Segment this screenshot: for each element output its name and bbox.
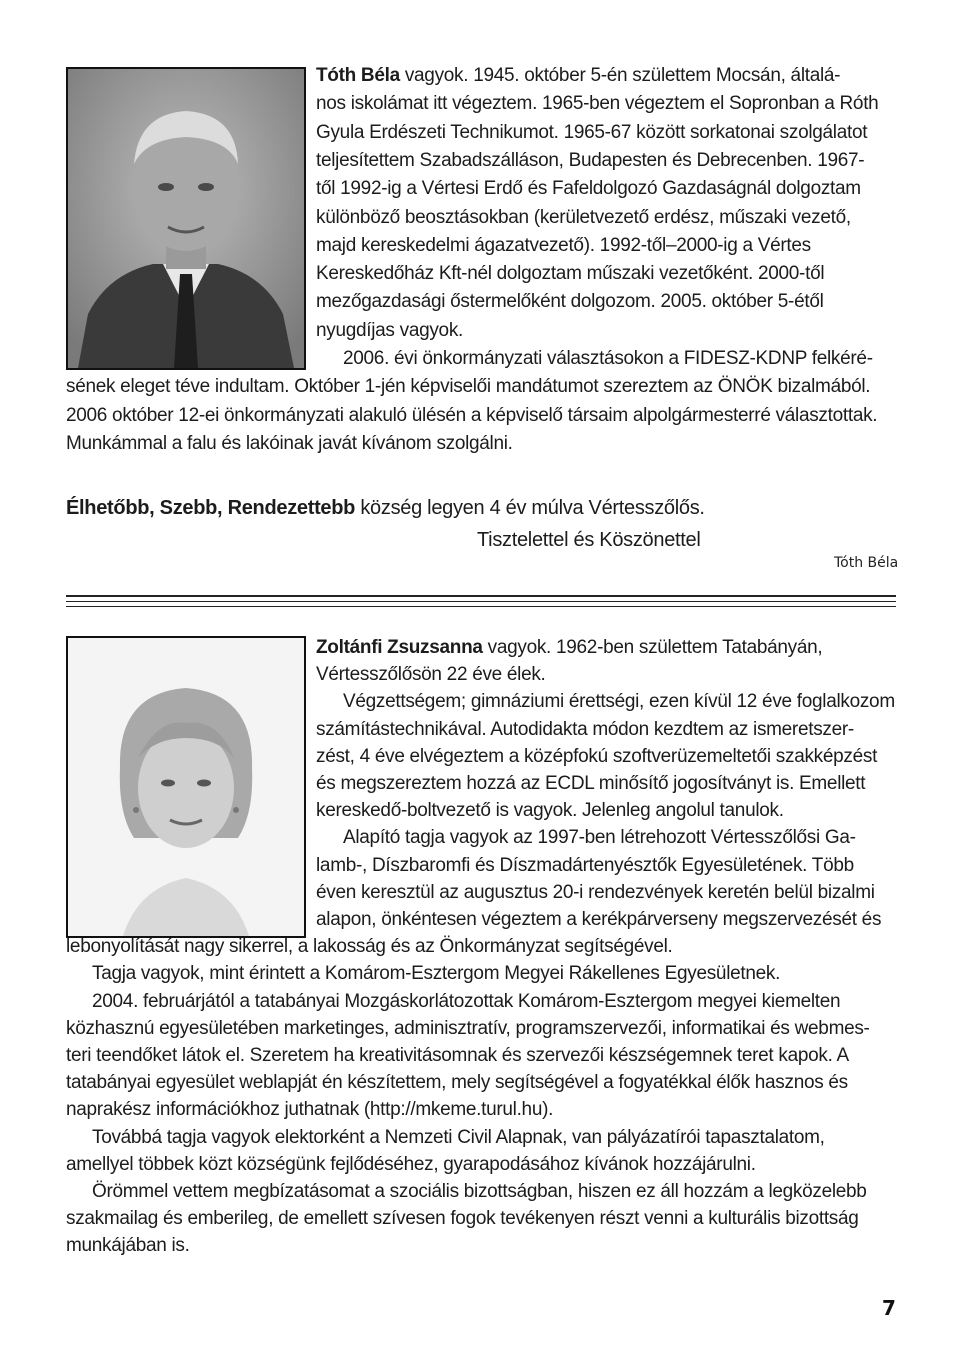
person-name: Zoltánfi Zsuzsanna — [316, 637, 483, 658]
divider-rule — [66, 595, 896, 597]
text-line: Zoltánfi Zsuzsanna vagyok. 1962-ben születtem Tatabányán, — [316, 637, 823, 658]
text-line: Kereskedőház Kft-nél dolgoztam műszaki vezetőként. 2000-től — [316, 263, 825, 285]
text-line: Vértesszőlősön 22 éve élek. — [316, 664, 546, 686]
divider-rule — [66, 601, 896, 602]
page-number: 7 — [882, 1296, 896, 1320]
text-line: Tóth Béla vagyok. 1945. október 5-én születtem Mocsán, általá- — [316, 65, 841, 86]
text-line: teri teendőket látok el. Szeretem ha kreativitásomnak és szervezői készségemnek teret kapok. A — [66, 1045, 849, 1066]
text-line: zést, 4 éve elvégeztem a középfokú szoftverüzemeltetői szakképzést — [316, 745, 878, 767]
text-line: amellyel többek közt községünk fejlődéséhez, gyarapodásához kívánok hozzájárulni. — [66, 1153, 756, 1175]
motto: Élhetőbb, Szebb, Rendezettebb község legyen 4 év múlva Vértesszőlős. — [66, 497, 705, 519]
text-line: Gyula Erdészeti Technikumot. 1965-67 között sorkatonai szolgálatot — [316, 121, 868, 143]
portrait-zoltanfi-zsuzsanna — [66, 636, 306, 938]
text-line: Végzettségem; gimnáziumi érettségi, ezen kívül 12 éve foglalkozom — [343, 691, 895, 713]
text-line: számítástechnikával. Autodidakta módon kezdtem az ismeretszer- — [316, 718, 854, 740]
person-name: Tóth Béla — [316, 65, 400, 86]
text-line: éven keresztül az augusztus 20-i rendezvények keretén belül bizalmi — [316, 881, 875, 903]
text-line: 2004. februárjától a tatabányai Mozgáskorlátozottak Komárom-Esztergom megyei kiemelten — [92, 990, 841, 1012]
text-line: tatabányai egyesület weblapját én készítettem, mely segítségével a fogyatékkal élők hasznos és — [66, 1072, 848, 1094]
text-line: 2006 október 12-ei önkormányzati alakuló ülésén a képviselő társaim alpolgármesterré választottak. — [66, 404, 878, 426]
text-line: teljesítettem Szabadszálláson, Budapesten és Debrecenben. 1967- — [316, 149, 865, 171]
text-line: naprakész információkhoz juthatnak (http://mkeme.turul.hu). — [66, 1099, 554, 1121]
text-line: Továbbá tagja vagyok elektorként a Nemzeti Civil Alapnak, van pályázatírói tapasztalatom, — [92, 1126, 825, 1148]
portrait-man-image — [68, 69, 304, 368]
closing-greeting: Tisztelettel és Köszönettel — [477, 529, 701, 551]
portrait-toth-bela — [66, 67, 306, 370]
text-line: nos iskolámat itt végeztem. 1965-ben végeztem el Sopronban a Róth — [316, 93, 879, 115]
text-line: Alapító tagja vagyok az 1997-ben létrehozott Vértesszőlősi Ga- — [343, 827, 856, 849]
text-line: alapon, önkéntesen végeztem a kerékpárverseny megszervezését és — [316, 909, 882, 930]
text-line: től 1992-ig a Vértesi Erdő és Fafeldolgozó Gazdaságnál dolgoztam — [316, 178, 861, 200]
text-line: majd kereskedelmi ágazatvezető). 1992-től–2000-ig a Vértes — [316, 234, 811, 256]
text-line: szakmailag és emberileg, de emellett szívesen fogok tevékenyen részt venni a kulturális bizottság — [66, 1208, 859, 1230]
text-line: munkájában is. — [66, 1235, 190, 1257]
text-line: mezőgazdasági őstermelőként dolgozom. 2005. október 5-étől — [316, 291, 824, 313]
text-line: Munkámmal a falu és lakóinak javát kívánom szolgálni. — [66, 432, 513, 454]
divider-rule — [66, 606, 896, 607]
text-line: Tagja vagyok, mint érintett a Komárom-Esztergom Megyei Rákellenes Egyesületnek. — [92, 963, 781, 985]
text-line: közhasznú egyesületében marketinges, adminisztratív, programszervezői, informatikai és webmes- — [66, 1017, 870, 1039]
text-line: és megszereztem hozzá az ECDL minősítő jogosítványt is. Emellett — [316, 773, 866, 794]
text-line: 2006. évi önkormányzati választásokon a FIDESZ-KDNP felkéré- — [343, 348, 873, 369]
text-line: sének eleget téve indultam. Október 1-jén képviselői mandátumot szereztem az ÖNÖK bizalmából. — [66, 376, 871, 398]
text-line: lebonyolítását nagy sikerrel, a lakosság és az Önkormányzat segítségével. — [66, 936, 673, 958]
text-line: kereskedő-boltvezető is vagyok. Jelenleg angolul tanulok. — [316, 800, 784, 822]
text-line: lamb-, Díszbaromfi és Díszmadártenyésztők Egyesületének. Több — [316, 854, 854, 876]
text-line: különböző beosztásokban (kerületvezető erdész, műszaki vezető, — [316, 206, 851, 228]
text-line: Örömmel vettem megbízatásomat a szociális bizottságban, hiszen ez áll hozzám a legközelebb — [92, 1181, 867, 1202]
portrait-woman-image — [68, 638, 304, 936]
signature-toth-bela: Tóth Béla — [834, 555, 899, 571]
text-line: nyugdíjas vagyok. — [316, 319, 463, 341]
